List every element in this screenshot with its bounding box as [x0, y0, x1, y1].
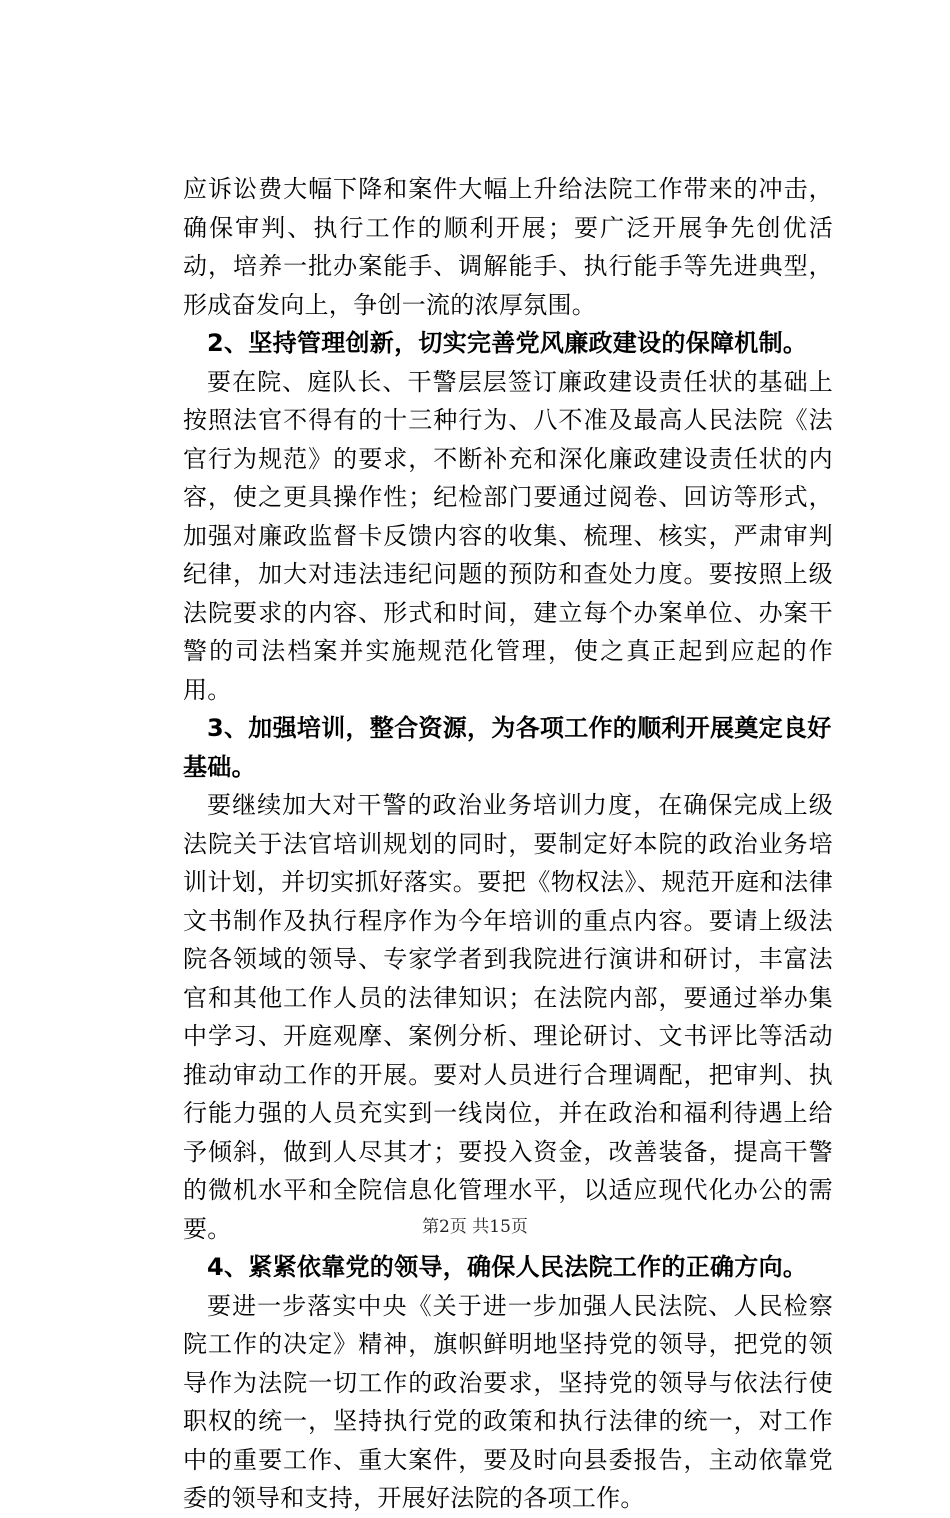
document-body: [183, 170, 833, 1518]
paragraph-section-4: 要进一步落实中央《关于进一步加强人民法院、人民检察院工作的决定》精神，旗帜鲜明地坚持党的领导，把党的领导作为法院一切工作的政治要求，坚持党的领导与依法行使职权的统一，坚持执行党的政策和执行法律的统一，对工作中的重要工作、重大案件，要及时向县委报告，主动依靠党委的领导和支持，开展好法院的各项工作。: [183, 1291, 833, 1512]
section-heading-3: 3、加强培训，整合资源，为各项工作的顺利开展奠定良好基础。: [183, 714, 832, 781]
paragraph-continuation: 应诉讼费大幅下降和案件大幅上升给法院工作带来的冲击，确保审判、执行工作的顺利开展；要广泛开展争先创优活动，培养一批办案能手、调解能手、执行能手等先进典型，形成奋发向上，争创一流的浓厚氛围。: [183, 175, 833, 319]
page-number-footer: 第2页 共15页: [422, 1217, 528, 1237]
section-heading-2: 2、坚持管理创新，切实完善党风廉政建设的保障机制。: [207, 329, 808, 357]
paragraph-section-3: 要继续加大对干警的政治业务培训力度，在确保完成上级法院关于法官培训规划的同时，要制定好本院的政治业务培训计划，并切实抓好落实。要把《物权法》、规范开庭和法律文书制作及执行程序作为今年培训的重点内容。要请上级法院各领域的领导、专家学者到我院进行演讲和研讨，丰富法官和其他工作人员的法律知识；在法院内部，要通过举办集中学习、开庭观摩、案例分析、理论研讨、文书评比等活动推动审动工作的开展。要对人员进行合理调配，把审判、执行能力强的人员充实到一线岗位，并在政治和福利待遇上给予倾斜，做到人尽其才；要投入资金，改善装备，提高干警的微机水平和全院信息化管理水平，以适应现代化办公的需要。: [183, 791, 833, 1243]
section-heading-4: 4、紧紧依靠党的领导，确保人民法院工作的正确方向。: [207, 1253, 808, 1281]
paragraph-section-2: 要在院、庭队长、干警层层签订廉政建设责任状的基础上按照法官不得有的十三种行为、八不准及最高人民法院《法官行为规范》的要求，不断补充和深化廉政建设责任状的内容，使之更具操作性；纪检部门要通过阅卷、回访等形式，加强对廉政监督卡反馈内容的收集、梳理、核实，严肃审判纪律，加大对违法违纪问题的预防和查处力度。要按照上级法院要求的内容、形式和时间，建立每个办案单位、办案干警的司法档案并实施规范化管理，使之真正起到应起的作用。: [183, 367, 833, 704]
